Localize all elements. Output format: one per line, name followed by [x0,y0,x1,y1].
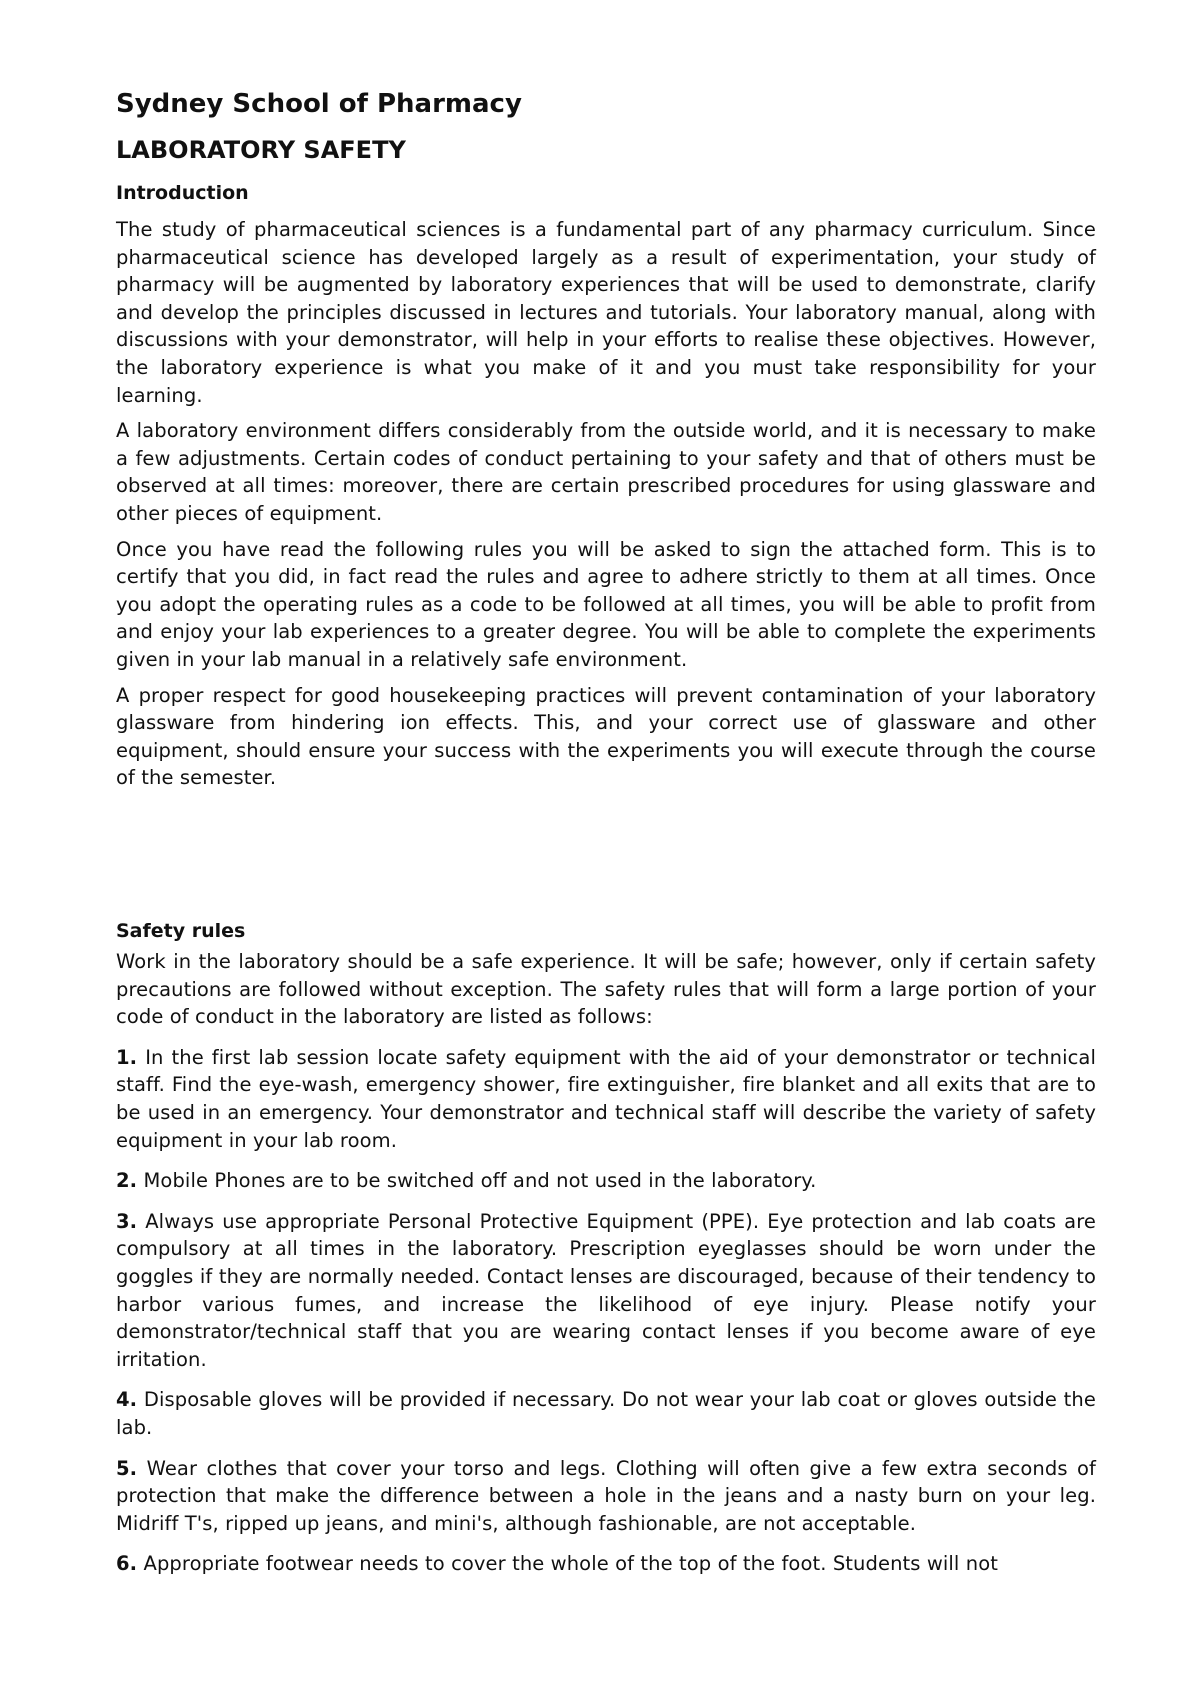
safety-rule-item [116,1455,1096,1538]
school-name: Sydney School of Pharmacy [116,89,522,119]
rule-text: Disposable gloves will be provided if necessary. Do not wear your lab coat or gloves outside the lab. [116,1388,1096,1439]
rule-number: 2. [116,1169,138,1193]
rule-text: Appropriate footwear needs to cover the whole of the top of the foot. Students will not [143,1552,998,1576]
rule-text: Wear clothes that cover your torso and legs. Clothing will often give a few extra seconds of protection that make the difference between a hole in the jeans and a nasty burn on your leg. Midriff T's, ripped up jeans, and mini's, although fashionable, are not acceptable. [116,1456,1096,1535]
rule-text: Always use appropriate Personal Protective Equipment (PPE). Eye protection and lab coats are compulsory at all times in the laboratory. Prescription eyeglasses should be worn under the goggles if they are normally needed. Contact lenses are discouraged, because of their tendency to harbor various fumes, and increase the likelihood of eye injury. Please notify your demonstrator/technical staff that you are wearing contact lenses if you become aware of eye irritation. [116,1209,1096,1371]
rule-text: In the first lab session locate safety equipment with the aid of your demonstrator or technical staff. Find the eye-wash, emergency shower, fire extinguisher, fire blanket and all exits that are to be used in an emergency. Your demonstrator and technical staff will describe the variety of safety equipment in your lab room. [116,1045,1096,1152]
safety-rule-item [116,1386,1096,1441]
safety-rules-intro: Work in the laboratory should be a safe experience. It will be safe; however, only if certain safety precautions are followed without exception. The safety rules that will form a large portion of your code of conduct in the laboratory are listed as follows: [116,950,1096,1029]
safety-rule-item [116,1167,1096,1195]
intro-paragraph-4: A proper respect for good housekeeping practices will prevent contamination of your laboratory glassware from hindering ion effects. This, and your correct use of glassware and other equipment, should ensure your success with the experiments you will execute through the course of the semester. [116,683,1096,790]
safety-rule-item [116,1208,1096,1374]
safety-rule-item [116,1550,1096,1578]
rule-text: Mobile Phones are to be switched off and not used in the laboratory. [143,1169,817,1193]
rule-number: 4. [116,1388,138,1412]
page-content [116,84,1096,792]
document-title: LABORATORY SAFETY [116,136,406,164]
intro-paragraph-3: Once you have read the following rules you will be asked to sign the attached form. This is to certify that you did, in fact read the rules and agree to adhere strictly to them at all times. Once you adopt the operating rules as a code to be followed at all times, you will be able to profit from and enjoy your lab experiences to a greater degree. You will be able to complete the experiments given in your lab manual in a relatively safe environment. [116,537,1096,671]
intro-paragraph-2: A laboratory environment differs considerably from the outside world, and it is necessary to make a few adjustments. Certain codes of conduct pertaining to your safety and that of others must be observed at all times: moreover, there are certain prescribed procedures for using glassware and other pieces of equipment. [116,419,1096,525]
rule-number: 6. [116,1552,138,1576]
rule-number: 3. [116,1209,138,1233]
rule-number: 5. [116,1456,138,1480]
safety-rules-heading: Safety rules [116,920,246,942]
safety-rule-item [116,1044,1096,1154]
safety-rules-section [116,948,1096,1591]
rule-number: 1. [116,1045,138,1069]
intro-paragraph-1: The study of pharmaceutical sciences is a fundamental part of any pharmacy curriculum. Since pharmaceutical science has developed largely as a result of experimentation, your study of pharmacy will be augmented by laboratory experiences that will be used to demonstrate, clarify and develop the principles discussed in lectures and tutorials. Your laboratory manual, along with discussions with your demonstrator, will help in your efforts to realise these objectives. However, the laboratory experience is what you make of it and you must take responsibility for your learning. [116,218,1096,407]
introduction-heading: Introduction [116,182,249,204]
